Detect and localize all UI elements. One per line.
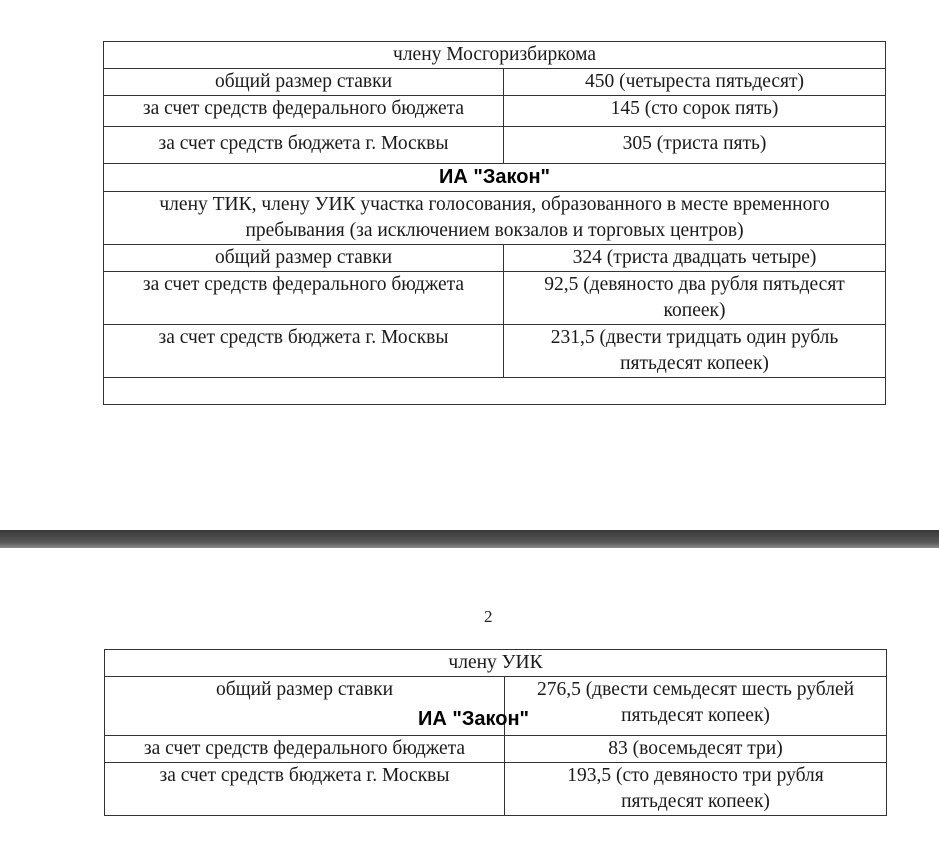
rates-table-page-1 [103, 41, 886, 405]
row-label: за счет средств бюджета г. Москвы [104, 325, 504, 378]
table-row [105, 763, 887, 816]
row-label: общий размер ставки [104, 245, 504, 272]
section-title-mosgorizbirkom: члену Мосгоризбиркома [104, 42, 886, 69]
section-title-row [104, 42, 886, 69]
watermark-row [104, 164, 886, 192]
row-label: за счет средств федерального бюджета [104, 272, 504, 325]
section-title-row [105, 650, 887, 677]
page-break-divider [0, 530, 939, 548]
row-label: за счет средств бюджета г. Москвы [105, 763, 505, 816]
table-row [104, 96, 886, 127]
row-value: 231,5 (двести тридцать один рубль пятьдесят копеек) [504, 325, 886, 378]
section-title-row [104, 192, 886, 245]
table-row [104, 272, 886, 325]
empty-row [104, 378, 886, 405]
table-row [104, 325, 886, 378]
row-label: общий размер ставки [104, 69, 504, 96]
row-value: 450 (четыреста пятьдесят) [504, 69, 886, 96]
section-title-uik: члену УИК [105, 650, 887, 677]
row-value: 305 (триста пять) [504, 127, 886, 164]
row-label: за счет средств федерального бюджета [104, 96, 504, 127]
row-value: 193,5 (сто девяносто три рубля пятьдесят копеек) [505, 763, 887, 816]
row-value: 324 (триста двадцать четыре) [504, 245, 886, 272]
page-number: 2 [484, 607, 493, 626]
table-row [104, 69, 886, 96]
table-row [104, 127, 886, 164]
row-label: за счет средств федерального бюджета [105, 736, 505, 763]
row-value: 145 (сто сорок пять) [504, 96, 886, 127]
row-value: 276,5 (двести семьдесят шесть рублей пятьдесят копеек) [505, 677, 887, 736]
row-label: за счет средств бюджета г. Москвы [104, 127, 504, 164]
row-value: 83 (восемьдесят три) [505, 736, 887, 763]
row-label: общий размер ставки [105, 677, 505, 736]
watermark-text: ИА "Закон" [438, 166, 551, 188]
section-title-tik-uik: члену ТИК, члену УИК участка голосования, образованного в месте временного пребывания (за исключением вокзалов и торговых центров) [104, 192, 886, 245]
table-row [105, 736, 887, 763]
table-row [104, 245, 886, 272]
rates-table-page-2 [104, 649, 887, 816]
row-value: 92,5 (девяносто два рубля пятьдесят копеек) [504, 272, 886, 325]
watermark-overlay: ИА "Закон" [418, 708, 530, 730]
